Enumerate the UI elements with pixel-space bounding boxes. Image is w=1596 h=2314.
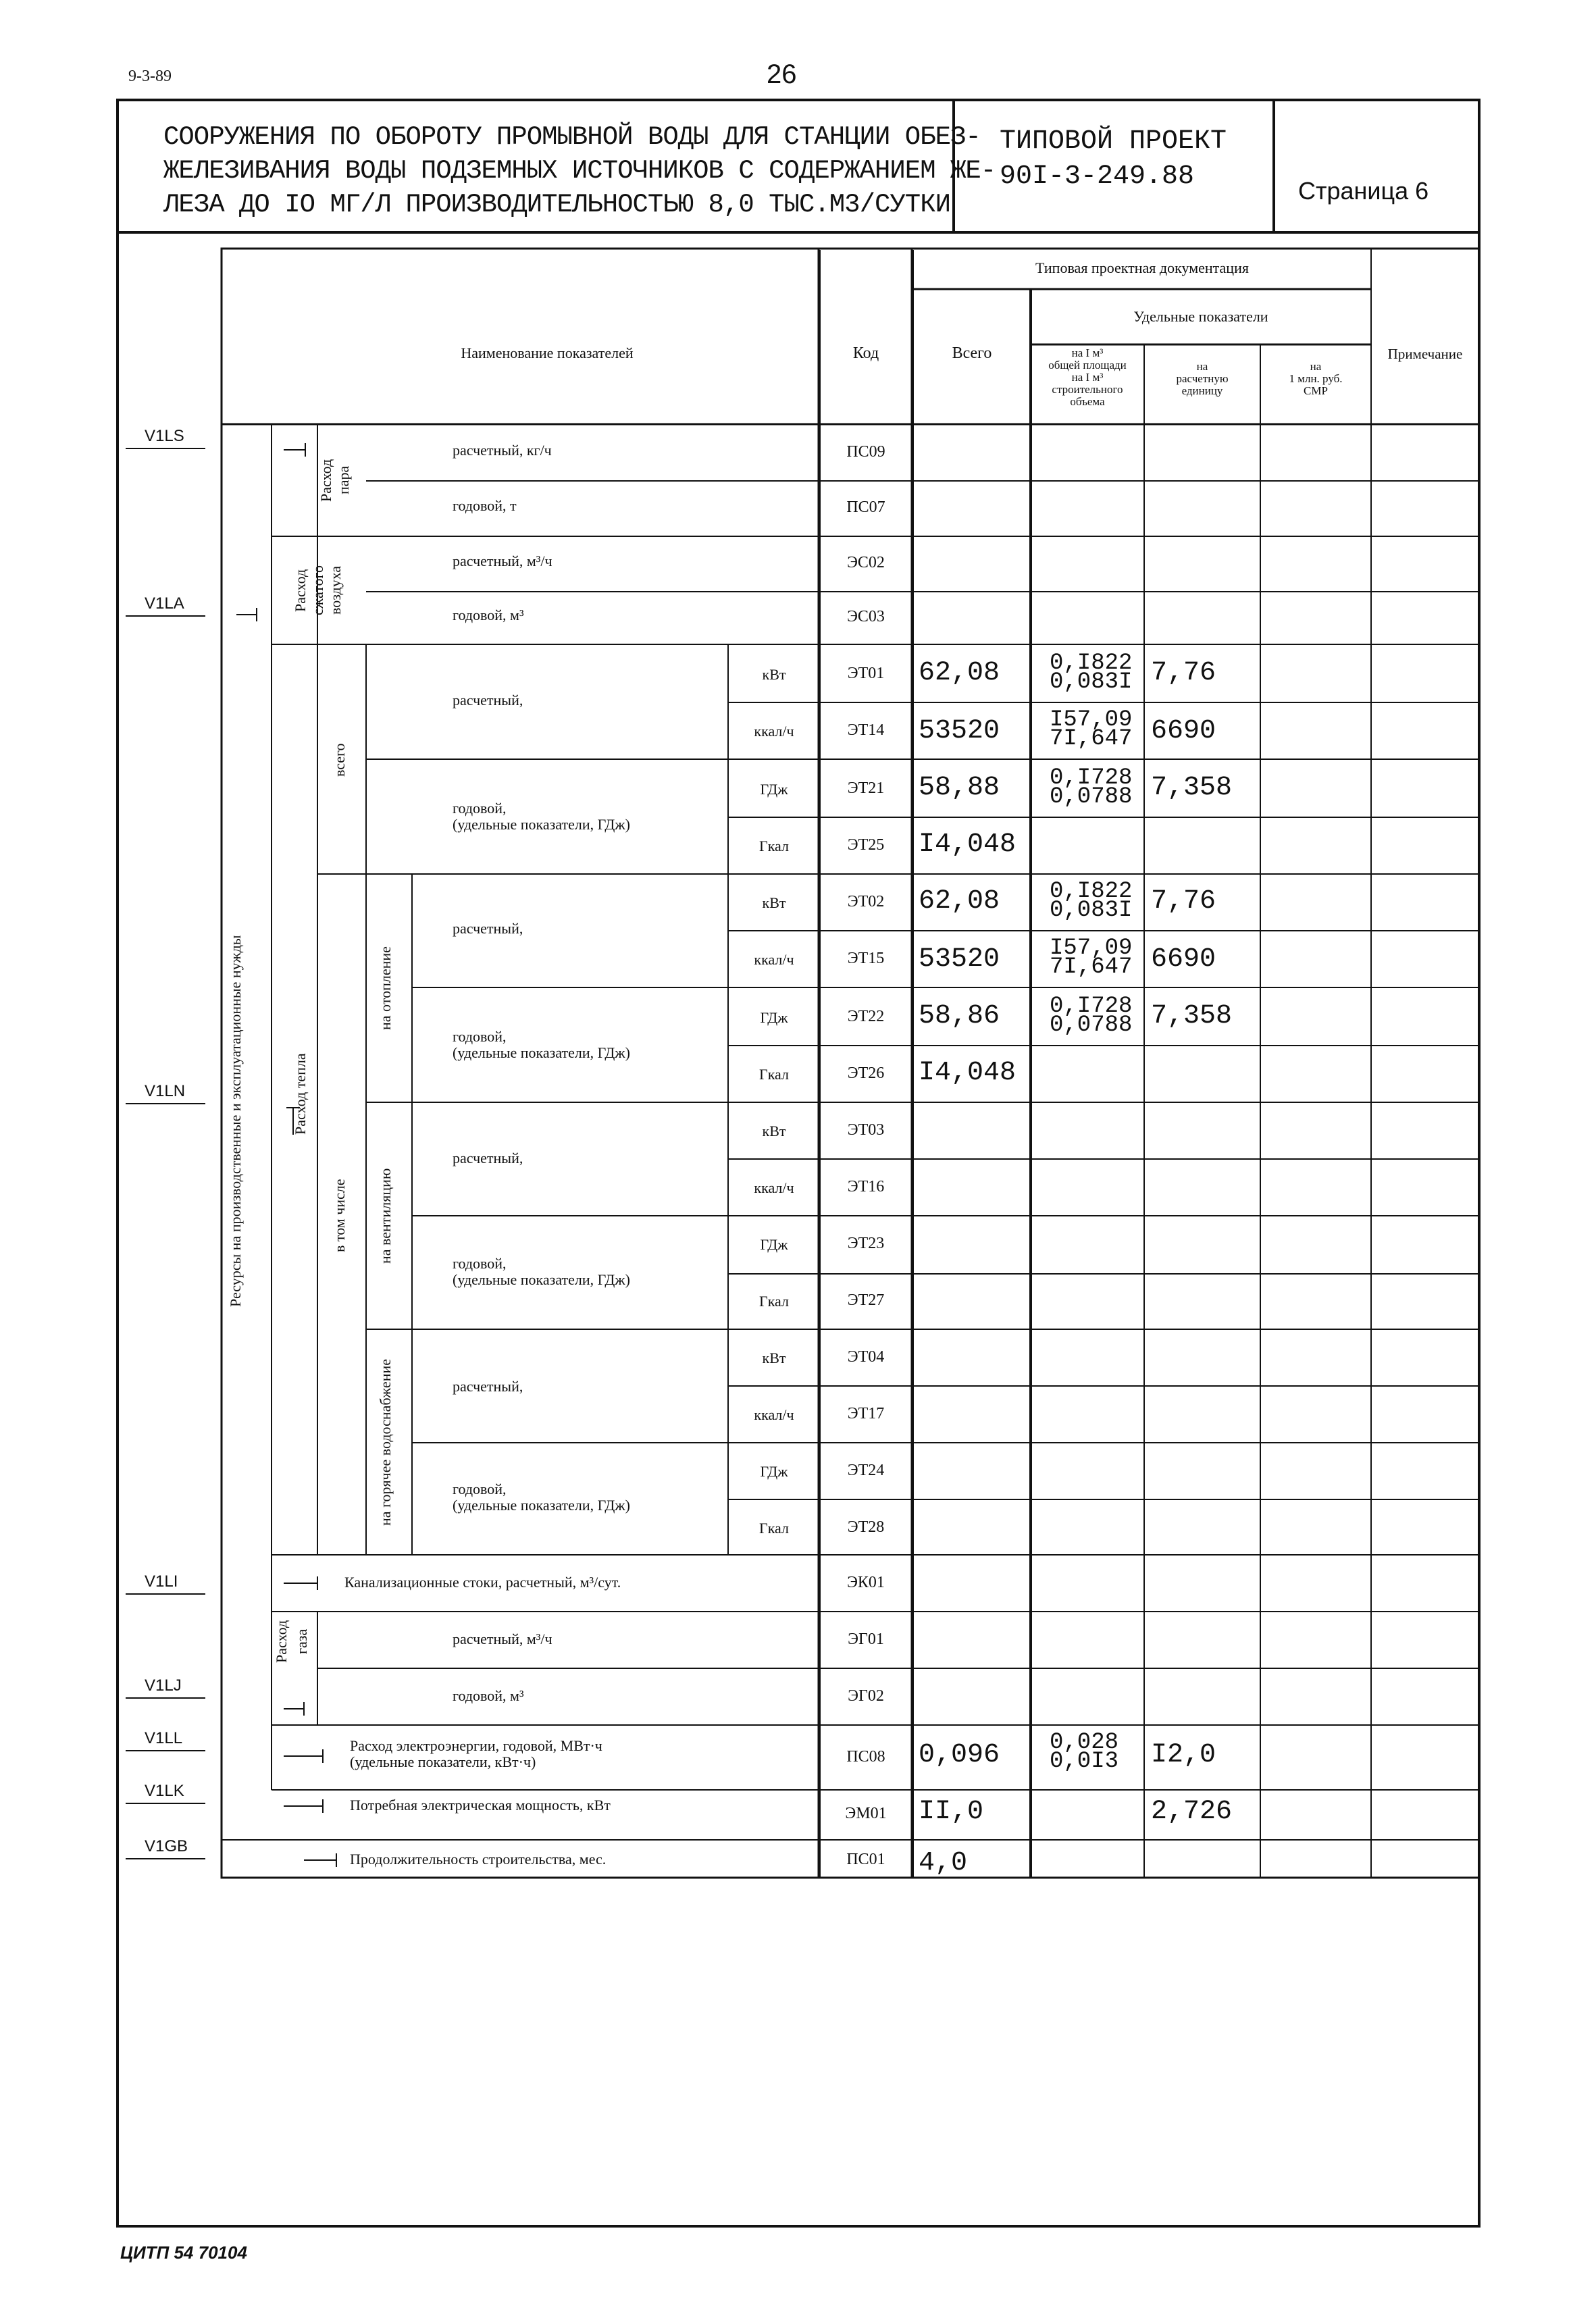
code-et28: ЭТ28 <box>847 1518 885 1536</box>
code-ps09: ПС09 <box>846 443 885 461</box>
unitv-em01: 2,726 <box>1151 1797 1233 1827</box>
side-code-v1ll: V1LL <box>145 1729 183 1747</box>
code-et02: ЭТ02 <box>847 893 885 910</box>
header-total: Всего <box>952 344 992 362</box>
unit-et26: Гкал <box>758 1066 789 1083</box>
code-eg01: ЭГ01 <box>848 1630 884 1648</box>
row-label-et21: годовой, <box>453 800 507 817</box>
unit-et27: Гкал <box>758 1293 789 1310</box>
unit-et23: ГДж <box>760 1236 788 1253</box>
unitv-et02: 7,76 <box>1151 886 1216 917</box>
unit-et03: кВт <box>762 1123 786 1139</box>
area-et01: 0,I822 0,083I <box>1050 650 1133 695</box>
side-code-v1gb: V1GB <box>145 1837 188 1855</box>
total-et26: I4,048 <box>919 1058 1016 1088</box>
sheet-label: Страница 6 <box>1298 177 1429 205</box>
row-label-eg02: годовой, м³ <box>453 1687 524 1704</box>
total-ps01: 4,0 <box>919 1848 968 1878</box>
row-label-eg01: расчетный, м³/ч <box>453 1630 552 1647</box>
row-label-et03: расчетный, <box>453 1150 523 1166</box>
footer-code: ЦИТП 54 70104 <box>120 2242 247 2263</box>
page-number: 26 <box>767 59 797 89</box>
group-air-3: воздуха <box>327 565 344 615</box>
row-label-et04: расчетный, <box>453 1378 523 1395</box>
area-et14: I57,09 7I,647 <box>1050 707 1133 752</box>
code-et22: ЭТ22 <box>847 1008 885 1025</box>
side-code-v1la: V1LA <box>145 594 184 613</box>
title-line-3: ЛЕЗА ДО IO МГ/Л ПРОИЗВОДИТЕЛЬНОСТЬЮ 8,0 ТЫС.М3/СУТКИ <box>163 190 950 220</box>
area-et22: 0,I728 0,0788 <box>1050 994 1133 1038</box>
unit-et28: Гкал <box>758 1520 789 1537</box>
row-label-em01: Потребная электрическая мощность, кВт <box>350 1797 611 1814</box>
group-heating: на отопление <box>377 946 394 1030</box>
code-ps01: ПС01 <box>846 1851 885 1868</box>
total-et25: I4,048 <box>919 829 1016 860</box>
unit-et04: кВт <box>762 1349 786 1366</box>
unitv-et22: 7,358 <box>1151 1001 1233 1031</box>
header-note: Примечание <box>1387 346 1463 362</box>
code-et14: ЭТ14 <box>847 721 885 739</box>
unitv-ps08: I2,0 <box>1151 1740 1216 1770</box>
unitv-et14: 6690 <box>1151 716 1216 746</box>
header-typical-docs: Типовая проектная документация <box>1035 259 1249 276</box>
row-label-et22-sub: (удельные показатели, ГДж) <box>453 1044 630 1061</box>
group-steam-1: Расход <box>317 459 334 502</box>
group-gas-1: Расход <box>273 1620 290 1663</box>
unit-et17: ккал/ч <box>754 1406 794 1423</box>
header-per-unit: на расчетную единицу <box>1176 360 1229 397</box>
group-air-2: сжатого <box>309 565 326 615</box>
row-label-et24-sub: (удельные показатели, ГДж) <box>453 1497 630 1514</box>
unit-et14: ккал/ч <box>754 723 794 740</box>
total-et02: 62,08 <box>919 886 1000 917</box>
header-code: Код <box>852 344 879 362</box>
title-line-2: ЖЕЛЕЗИВАНИЯ ВОДЫ ПОДЗЕМНЫХ ИСТОЧНИКОВ С СОДЕРЖАНИЕМ ЖЕ- <box>163 156 996 186</box>
total-et01: 62,08 <box>919 658 1000 688</box>
code-et03: ЭТ03 <box>847 1121 885 1139</box>
group-hot-water: на горячее водоснабжение <box>377 1358 394 1526</box>
side-code-v1ls: V1LS <box>145 427 184 445</box>
code-em01: ЭМ01 <box>845 1805 887 1822</box>
code-et04: ЭТ04 <box>847 1348 885 1366</box>
total-em01: II,0 <box>919 1797 984 1827</box>
total-et21: 58,88 <box>919 773 1000 803</box>
row-label-ps07: годовой, т <box>453 497 517 514</box>
total-ps08: 0,096 <box>919 1740 1000 1770</box>
code-et17: ЭТ17 <box>847 1405 885 1422</box>
code-es02: ЭС02 <box>847 554 885 571</box>
code-es03: ЭС03 <box>847 608 885 625</box>
group-heat-total: всего <box>331 743 348 777</box>
row-label-ps01: Продолжительность строительства, мес. <box>350 1851 607 1868</box>
group-gas-2: газа <box>293 1628 310 1654</box>
unit-et25: Гкал <box>758 838 789 854</box>
unit-et21: ГДж <box>760 781 788 798</box>
project-label: ТИПОВОЙ ПРОЕКТ <box>1000 126 1227 157</box>
row-label-et22: годовой, <box>453 1028 507 1045</box>
code-et26: ЭТ26 <box>847 1064 885 1082</box>
side-code-v1lk: V1LK <box>145 1782 184 1800</box>
code-ps07: ПС07 <box>846 498 885 516</box>
unit-et15: ккал/ч <box>754 951 794 968</box>
group-steam-2: пара <box>335 465 352 495</box>
code-et27: ЭТ27 <box>847 1291 885 1309</box>
row-label-ek01: Канализационные стоки, расчетный, м³/сут. <box>344 1574 621 1591</box>
code-et15: ЭТ15 <box>847 950 885 967</box>
unit-et22: ГДж <box>760 1009 788 1026</box>
unit-et01: кВт <box>762 666 786 683</box>
document-code: 9-3-89 <box>128 68 172 85</box>
row-label-es02: расчетный, м³/ч <box>453 552 552 569</box>
code-et16: ЭТ16 <box>847 1178 885 1195</box>
code-et21: ЭТ21 <box>847 779 885 797</box>
total-et15: 53520 <box>919 944 1000 975</box>
unit-et02: кВт <box>762 894 786 911</box>
group-air-1: Расход <box>292 569 309 612</box>
row-label-et02: расчетный, <box>453 920 523 937</box>
code-eg02: ЭГ02 <box>848 1687 884 1705</box>
code-et23: ЭТ23 <box>847 1235 885 1252</box>
header-specific: Удельные показатели <box>1133 308 1268 325</box>
area-ps08: 0,028 0,0I3 <box>1050 1730 1119 1774</box>
row-label-et01: расчетный, <box>453 692 523 709</box>
code-et01: ЭТ01 <box>847 665 885 682</box>
unitv-et21: 7,358 <box>1151 773 1233 803</box>
row-label-ps09: расчетный, кг/ч <box>453 442 552 459</box>
project-number: 90I-3-249.88 <box>1000 161 1195 192</box>
code-et24: ЭТ24 <box>847 1462 885 1479</box>
unitv-et15: 6690 <box>1151 944 1216 975</box>
group-incl: в том числе <box>331 1179 348 1253</box>
unit-et24: ГДж <box>760 1463 788 1480</box>
row-label-et24: годовой, <box>453 1481 507 1497</box>
group-ventilation: на вентиляцию <box>377 1168 394 1264</box>
area-et02: 0,I822 0,083I <box>1050 879 1133 923</box>
side-code-v1li: V1LI <box>145 1572 178 1591</box>
side-code-v1lj: V1LJ <box>145 1676 182 1695</box>
row-label-ps08-sub: (удельные показатели, кВт·ч) <box>350 1753 536 1770</box>
group-resources: Ресурсы на производственные и эксплуатационные нужды <box>227 935 244 1308</box>
row-label-es03: годовой, м³ <box>453 607 524 623</box>
row-label-ps08: Расход электроэнергии, годовой, МВт·ч <box>350 1737 602 1754</box>
row-label-et23: годовой, <box>453 1255 507 1272</box>
title-line-1: СООРУЖЕНИЯ ПО ОБОРОТУ ПРОМЫВНОЙ ВОДЫ ДЛЯ СТАНЦИИ ОБЕЗ- <box>163 122 981 152</box>
row-label-et23-sub: (удельные показатели, ГДж) <box>453 1271 630 1288</box>
header-name: Наименование показателей <box>461 344 634 361</box>
code-ps08: ПС08 <box>846 1748 885 1766</box>
area-et21: 0,I728 0,0788 <box>1050 765 1133 810</box>
header-per-area: на I м³ общей площади на I м³ строительного объема <box>1048 346 1127 408</box>
side-code-v1ln: V1LN <box>145 1082 186 1100</box>
row-label-et21-sub: (удельные показатели, ГДж) <box>453 816 630 833</box>
code-et25: ЭТ25 <box>847 836 885 854</box>
code-ek01: ЭК01 <box>847 1574 885 1591</box>
total-et14: 53520 <box>919 716 1000 746</box>
area-et15: I57,09 7I,647 <box>1050 935 1133 980</box>
group-heat: Расход тепла <box>292 1053 309 1135</box>
unitv-et01: 7,76 <box>1151 658 1216 688</box>
unit-et16: ккал/ч <box>754 1179 794 1196</box>
header-per-mln: на 1 млн. руб. СМР <box>1289 360 1343 397</box>
total-et22: 58,86 <box>919 1001 1000 1031</box>
